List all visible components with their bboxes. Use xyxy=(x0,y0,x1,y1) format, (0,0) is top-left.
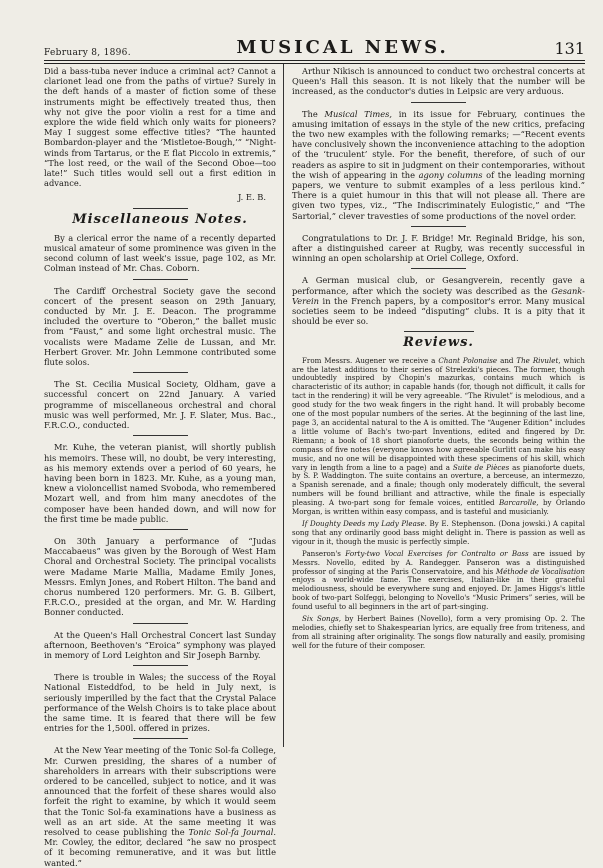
work-title: Barcarolle, xyxy=(498,498,539,508)
news-item xyxy=(292,275,585,326)
review-item xyxy=(292,550,585,612)
news-item xyxy=(44,745,276,867)
publication-name: Musical Times, xyxy=(324,108,393,119)
text-run: Panseron's xyxy=(302,548,346,558)
emphasis: agony columns xyxy=(418,169,483,180)
review-item xyxy=(292,357,585,517)
text-run: and xyxy=(497,355,517,365)
news-item: Arthur Nikisch is announced to conduct two orchestral concerts at Queen's Hall this season. It is not likely that the number will be increased, as the conductor's duties in Leipsic are very arduous. xyxy=(292,66,585,97)
news-item: Congratulations to Dr. J. F. Bridge! Mr. Reginald Bridge, his son, after a distinguished career at Rugby, was recently successful in winning an open scholarship at Oriel College, Oxford. xyxy=(292,232,585,264)
news-item: On 30th January a performance of “Judas Maccabaeus” was given by the Borough of West Ham Choral and Orchestral Society. The principal vocalists were Madame Marie Mallia, Madame Emily Jones, Messrs. Emlyn Jones, and Robert Hilton. The band and chorus numbered 120 performers. Mr. G. B. Gilbert, F.R.C.O., presided at the organ, and Mr. W. Harding Bonner conducted. xyxy=(44,535,276,618)
text-run: by Orlando Morgan, is written within easy compass, and is tasteful and musicianly. xyxy=(292,498,585,517)
text-run: as pianoforte duets, by S. P. Waddington. The suite contains an overture, a berceuse, an intermezzo, a Spanish serenade, and a finale; though only moderately difficult, the several numbers will be found brilliant and attractive, while the finale is especially pleasing. A two-part song for female voices, entitled xyxy=(292,462,586,508)
item-separator xyxy=(411,226,466,227)
item-separator xyxy=(133,738,188,739)
work-title: Suite de Pièces xyxy=(452,462,510,472)
page-header xyxy=(44,36,585,58)
text-run: which are the latest additions to their series of Strelezki's pieces. The former, though undoubtedly inspired by Chopin's mazurkas, contains much which is characteristic of its author; in capable hands (for, though not difficult, it calls for tact in the rendering) it will be very agreeable. “The Rivulet” is melodious, and a good study for the two weak fingers in the right hand. It will probably become one of the most popular numbers of the series. At the beginning of the last line, page 3, an accidental natural to the A is omitted. The “Augener Edition” includes a little volume of Bach's two-part Inventions, edited and fingered by Dr. Riemann; a book of 18 short pianoforte duets, the seconds being within the compass of five notes (everyone knows how agreeable Gurlitt can make his easy music, and no one will be disappointed with these specimens of his skill, which vary in length from a line to a page) and a xyxy=(292,355,585,472)
item-separator xyxy=(411,102,466,103)
item-separator xyxy=(133,372,188,373)
text-run: A German musical club, or Gesangverein, recently gave a performance, after which the society was described as the xyxy=(292,275,585,296)
news-item xyxy=(292,109,585,221)
news-item: There is trouble in Wales; the success of the Royal National Eisteddfod, to be held in July next, is seriously imperilled by the fact that the Crystal Palace performance of the Welsh Choirs is to take place about the same time. It is feared that there will be few entries for the 1,500l. offered in prizes. xyxy=(44,672,276,734)
item-separator xyxy=(411,268,466,269)
article-paragraph: Did a bass-tuba never induce a criminal act? Cannot a clarionet lead one from the paths of virtue? Surely in the deft hands of a master of fiction some of these instruments might be effectively treated thus, then why not give the poor violin a rest for a time and explore the wide field which only waits for pioneers? May I suggest some effective titles? “The haunted Bombardon-player and the ‘Mistletoe-Bough,’” “Night-winds from Tartarus, or the E flat Piccolo in extremis,” “The lost reed, or the wail of the Second Oboe—too late!” Such titles would sell out a first edition in advance. xyxy=(44,66,276,189)
section-separator xyxy=(133,208,188,209)
reviews-body xyxy=(292,357,585,651)
text-run: By E. Stephenson. (Dona jowski.) A capital song that any ordinarily good bass might delight in. There is passion as well as vigour in it, though the music is perfectly simple. xyxy=(292,518,585,546)
item-separator xyxy=(133,279,188,280)
header-rule xyxy=(44,60,585,61)
text-run: of the leading morning papers, we venture to submit examples of a less perilous kind.” There is a quiet humour in this that will not please all. There are given two types, viz., “The Indiscriminately Eulogistic,” and “The Sartorial,” clever travesties of some productions of the novel order. xyxy=(292,169,586,221)
work-title: Six Songs, xyxy=(302,614,342,624)
header-rule-thin xyxy=(44,63,585,64)
work-title: Méthode de Vocalisation xyxy=(495,566,585,576)
author-signature: J. E. B. xyxy=(237,192,266,203)
text-run: by Herbert Baines (Novello), form a very promising Op. 2. The melodies, chiefly set to Shakespearian lyrics, are equally free from triteness, and from all straining after originality. The songs flow naturally and easily, promising well for the future of their composer. xyxy=(292,614,585,650)
news-item: Mr. Kuhe, the veteran pianist, will shortly publish his memoirs. These will, no doubt, be very interesting, as his memory extends over a period of 60 years, he having been born in 1823. Mr. Kuhe, as a young man, knew a violoncellist named Svoboda, who remembered Mozart well, and from him many anecdotes of the composer have been handed down, and will now for the first time be made public. xyxy=(44,442,276,524)
text-run: in its issue for February, continues the amusing imitation of essays in the style of the new critics, prefacing the two new examples with the following remarks; —“Recent events have conclusively shown the inconvenience attaching to the adoption of the ‘truculent’ style. For the benefit, therefore, of such of our readers as aspire to sit in judgment on their contemporaries, without the wish of appearing in the xyxy=(292,108,585,180)
review-item xyxy=(292,520,585,547)
text-run: The xyxy=(302,108,325,119)
work-title: Forty-two Vocal Exercises for Contralto or Bass xyxy=(345,548,529,558)
left-column xyxy=(44,66,277,868)
section-heading-reviews: Reviews. xyxy=(403,335,474,351)
work-title: If Doughty Deeds my Lady Please. xyxy=(302,518,427,528)
item-separator xyxy=(133,435,188,436)
work-title: The Rivulet, xyxy=(516,355,561,365)
column-divider xyxy=(283,64,284,747)
section-separator xyxy=(404,331,474,332)
text-run: Mr. Cowley, the editor, declared “he saw no prospect of it becoming remunerative, and it was but little wanted.” xyxy=(44,837,276,868)
text-run: in the French papers, by a compositor's error. Many musical societies seem to be indeed “disputing” clubs. It is a pity that it should be ever so. xyxy=(292,295,585,327)
item-separator xyxy=(133,665,188,666)
review-item xyxy=(292,615,585,651)
section-heading-misc-notes: Miscellaneous Notes. xyxy=(72,211,248,227)
news-item: At the Queen's Hall Orchestral Concert last Sunday afternoon, Beethoven's “Eroica” symphony was played in memory of Lord Leighton and Sir Joseph Barnby. xyxy=(44,629,276,660)
issue-date: February 8, 1896. xyxy=(44,48,131,58)
text-run: At the New Year meeting of the Tonic Sol-fa College, Mr. Curwen presiding, the shares of a number of shareholders in arrears with their subscriptions were ordered to be cancelled, subject to notice, and it was announced that the forfeit of these shares would also forfeit the right to examine, by which it would seem that the Tonic Sol-fa examinations have a business as well as an art side. At the same meeting it was resolved to cease publishing the xyxy=(44,745,276,837)
item-separator xyxy=(133,529,188,530)
text-run: enjoys a world-wide fame. The exercises, Italian-like in their graceful melodiousness, should be everywhere sung and enjoyed. Dr. James Higgs's little book of two-part Solfeggi, belonging to Novello's “Music Primers” series, will be found useful to all beginners in the art of part-singing. xyxy=(292,575,585,612)
work-title: Chant Polonaise xyxy=(438,355,498,365)
journal-title: Tonic Sol-fa Journal. xyxy=(188,827,277,837)
text-run: From Messrs. Augener we receive a xyxy=(302,355,439,365)
news-item: The Cardiff Orchestral Society gave the second concert of the present season on 29th January, conducted by Mr. J. E. Deacon. The programme included the overture to “Oberon,” the ballet music from “Faust,” and some light orchestral music. The vocalists were Madame Zelie de Lussan, and Mr. Herbert Grover. Mr. John Lemmone contributed some flute solos. xyxy=(44,285,276,368)
publication-title: MUSICAL NEWS. xyxy=(236,37,449,58)
news-item: By a clerical error the name of a recently departed musical amateur of some prominence was given in the second column of last week's issue, page 102, as Mr. Colman instead of Mr. Chas. Coborn. xyxy=(44,232,276,274)
emphasis: Gesank-Verein xyxy=(292,285,585,306)
page-number: 131 xyxy=(554,39,585,58)
news-item: The St. Cecilia Musical Society, Oldham, gave a successful concert on 22nd January. A varied programme of miscellaneous orchestral and choral music was well performed, Mr. J. F. Slater, Mus. Bac., F.R.C.O., conducted. xyxy=(44,379,276,431)
item-separator xyxy=(133,623,188,624)
text-run: are issued by Messrs. Novello, edited by A. Randegger. Panseron was a distinguished professor of singing at the Paris Conservatoire, and his xyxy=(292,548,585,576)
right-column xyxy=(292,66,585,747)
